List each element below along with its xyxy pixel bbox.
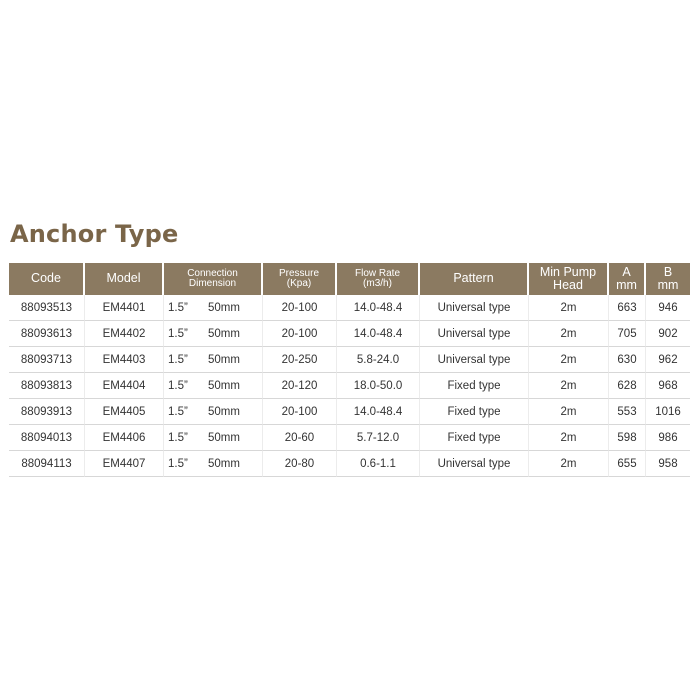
cell-model: EM4404 (85, 373, 164, 399)
cell-connection (164, 347, 263, 373)
header-flow-line1: Flow Rate (354, 267, 400, 279)
cell-b: 962 (646, 347, 690, 373)
cell-pattern: Universal type (420, 295, 529, 321)
cell-pump: 2m (529, 347, 609, 373)
cell-b: 986 (646, 425, 690, 451)
cell-connection-size: 1.5” (168, 379, 188, 392)
cell-code: 88093813 (9, 373, 85, 399)
cell-code: 88093613 (9, 321, 85, 347)
cell-pump: 2m (529, 399, 609, 425)
cell-pressure: 20-100 (263, 295, 337, 321)
cell-flow: 5.7-12.0 (337, 425, 420, 451)
cell-b: 968 (646, 373, 690, 399)
cell-pattern: Fixed type (420, 373, 529, 399)
table-row (9, 399, 690, 425)
cell-connection-mm: 50mm (208, 301, 240, 314)
cell-connection-mm: 50mm (208, 405, 240, 418)
cell-pressure: 20-60 (263, 425, 337, 451)
header-pattern: Pattern (420, 263, 529, 295)
cell-connection-size: 1.5” (168, 353, 188, 366)
header-flow-line2: (m3/h) (363, 278, 392, 289)
cell-connection (164, 373, 263, 399)
header-b-line2: mm (657, 278, 679, 292)
cell-pattern: Fixed type (420, 425, 529, 451)
cell-connection-size: 1.5” (168, 327, 188, 340)
table-header-row (9, 263, 690, 295)
cell-flow: 14.0-48.4 (337, 295, 420, 321)
cell-code: 88094113 (9, 451, 85, 477)
cell-pattern: Universal type (420, 321, 529, 347)
cell-flow: 18.0-50.0 (337, 373, 420, 399)
cell-pump: 2m (529, 373, 609, 399)
cell-pressure: 20-100 (263, 321, 337, 347)
cell-connection-size: 1.5” (168, 405, 188, 418)
cell-connection (164, 451, 263, 477)
cell-connection-mm: 50mm (208, 353, 240, 366)
header-pressure-line2: (Kpa) (286, 278, 312, 289)
cell-a: 663 (609, 295, 646, 321)
cell-connection (164, 321, 263, 347)
table-row (9, 373, 690, 399)
cell-connection (164, 425, 263, 451)
header-b (646, 263, 690, 295)
header-pressure-line1: Pressure (278, 267, 319, 279)
header-connection-line1: Connection (187, 267, 238, 279)
cell-b: 946 (646, 295, 690, 321)
header-flow (337, 263, 420, 295)
header-a-line1: A (622, 264, 631, 279)
header-connection-line2: Dimension (188, 278, 237, 289)
cell-a: 655 (609, 451, 646, 477)
cell-connection-mm: 50mm (208, 327, 240, 340)
header-a-line2: mm (616, 278, 637, 292)
table-row (9, 295, 690, 321)
cell-model: EM4403 (85, 347, 164, 373)
cell-code: 88093913 (9, 399, 85, 425)
cell-a: 628 (609, 373, 646, 399)
header-code: Code (9, 263, 85, 295)
cell-connection-mm: 50mm (208, 457, 240, 470)
cell-pump: 2m (529, 321, 609, 347)
cell-a: 630 (609, 347, 646, 373)
table-row (9, 347, 690, 373)
header-b-line1: B (663, 264, 673, 279)
cell-flow: 5.8-24.0 (337, 347, 420, 373)
cell-flow: 0.6-1.1 (337, 451, 420, 477)
cell-pressure: 20-120 (263, 373, 337, 399)
cell-flow: 14.0-48.4 (337, 399, 420, 425)
cell-a: 553 (609, 399, 646, 425)
table-row (9, 451, 690, 477)
page-title: Anchor Type (10, 220, 179, 248)
cell-b: 902 (646, 321, 690, 347)
cell-pattern: Universal type (420, 451, 529, 477)
table-row (9, 425, 690, 451)
header-model: Model (85, 263, 164, 295)
cell-code: 88093713 (9, 347, 85, 373)
cell-b: 1016 (646, 399, 690, 425)
cell-pattern: Universal type (420, 347, 529, 373)
header-a (609, 263, 646, 295)
cell-pump: 2m (529, 295, 609, 321)
cell-connection-mm: 50mm (208, 431, 240, 444)
cell-pressure: 20-100 (263, 399, 337, 425)
cell-pump: 2m (529, 425, 609, 451)
cell-model: EM4401 (85, 295, 164, 321)
cell-model: EM4406 (85, 425, 164, 451)
cell-a: 598 (609, 425, 646, 451)
header-pump (529, 263, 609, 295)
cell-b: 958 (646, 451, 690, 477)
cell-pressure: 20-250 (263, 347, 337, 373)
cell-code: 88094013 (9, 425, 85, 451)
cell-a: 705 (609, 321, 646, 347)
header-pressure (263, 263, 337, 295)
cell-connection-mm: 50mm (208, 379, 240, 392)
cell-flow: 14.0-48.4 (337, 321, 420, 347)
header-pump-line1: Min Pump (539, 264, 597, 279)
header-connection (164, 263, 263, 295)
cell-code: 88093513 (9, 295, 85, 321)
cell-pump: 2m (529, 451, 609, 477)
cell-pattern: Fixed type (420, 399, 529, 425)
header-pump-line2: Head (553, 278, 583, 292)
cell-model: EM4405 (85, 399, 164, 425)
cell-pressure: 20-80 (263, 451, 337, 477)
cell-model: EM4407 (85, 451, 164, 477)
cell-connection-size: 1.5” (168, 431, 188, 444)
cell-connection (164, 399, 263, 425)
spec-table (9, 263, 690, 477)
cell-model: EM4402 (85, 321, 164, 347)
cell-connection (164, 295, 263, 321)
table-row (9, 321, 690, 347)
cell-connection-size: 1.5” (168, 457, 188, 470)
cell-connection-size: 1.5” (168, 301, 188, 314)
